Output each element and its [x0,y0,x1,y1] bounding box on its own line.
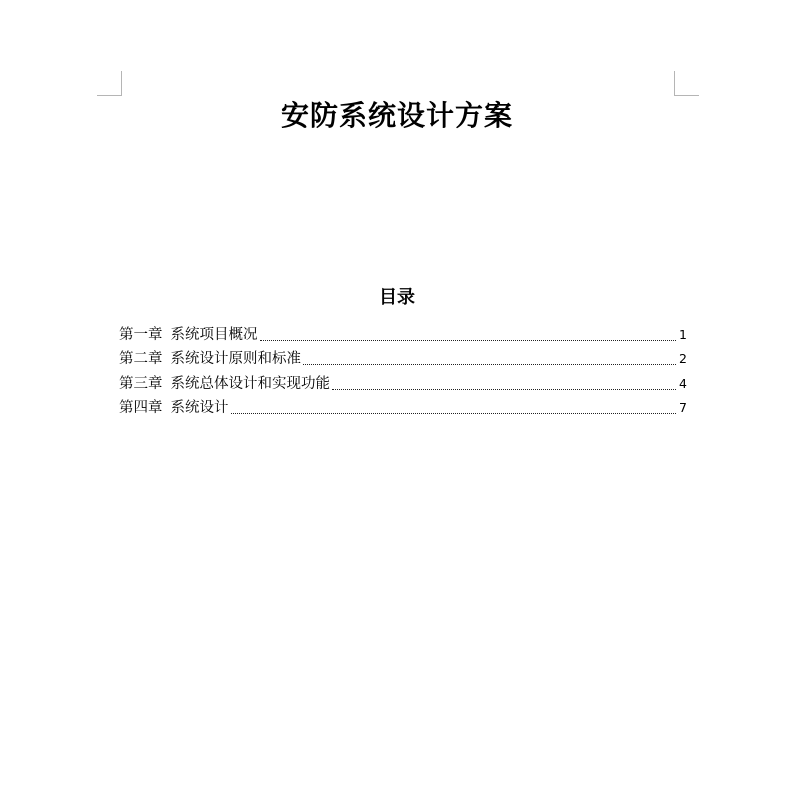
toc-entry-1[interactable] [119,321,687,346]
page-corner-mark-top-right [674,71,699,96]
toc-entry-title: 系统总体设计和实现功能 [170,375,330,392]
toc-dot-leader [332,389,676,390]
toc-entry-page: 1 [679,326,687,342]
toc-entry-title: 系统设计原则和标准 [170,351,301,367]
toc-entry-chapter: 第一章 [119,326,163,343]
table-of-contents [119,321,687,419]
toc-entry-2[interactable] [119,346,687,371]
toc-entry-page: 7 [679,400,687,415]
toc-entry-chapter: 第二章 [119,351,163,367]
document-title: 安防系统设计方案 [280,99,513,132]
toc-entry-chapter: 第三章 [119,375,163,392]
toc-entry-title: 系统项目概况 [170,326,258,343]
toc-heading: 目录 [379,287,415,308]
toc-dot-leader [303,364,676,365]
toc-entry-chapter: 第四章 [119,400,163,416]
toc-entry-page: 4 [679,375,687,391]
toc-dot-leader [260,340,677,341]
toc-entry-4[interactable] [119,395,687,420]
toc-dot-leader [231,413,677,414]
toc-entry-3[interactable] [119,370,687,395]
page-corner-mark-top-left [97,71,122,96]
toc-entry-title: 系统设计 [170,400,229,416]
toc-entry-page: 2 [679,351,687,366]
